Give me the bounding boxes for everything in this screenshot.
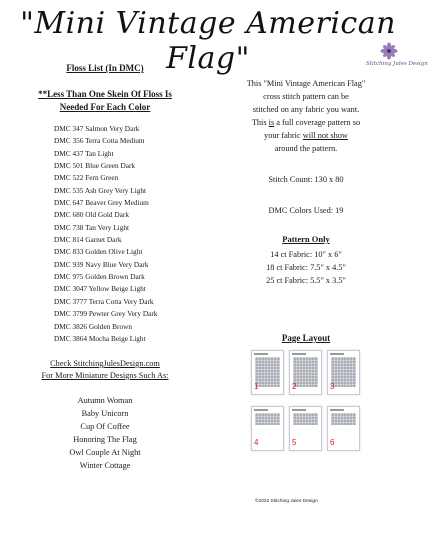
website-link[interactable] [0, 358, 210, 382]
pattern-only-heading: Pattern Only [282, 234, 330, 244]
floss-item: DMC 647 Beaver Grey Medium [54, 198, 149, 208]
floss-item: DMC 975 Golden Brown Dark [54, 272, 145, 282]
floss-item: DMC 437 Tan Light [54, 148, 114, 158]
design-item: Cup Of Coffee [80, 422, 130, 432]
floss-item: DMC 939 Navy Blue Very Dark [54, 259, 149, 269]
logo-text: Stitching Jules Design [366, 61, 428, 67]
floss-item: DMC 347 Salmon Very Dark [54, 124, 140, 133]
design-item: Baby Unicorn [81, 409, 129, 419]
page-number: 1 [254, 382, 259, 391]
website-link-line-1[interactable]: Check StitchingJulesDesign.com [50, 359, 160, 368]
design-item: Autumn Woman [77, 396, 133, 405]
floss-note-line-2: Needed For Each Color [59, 102, 151, 112]
page-layout-heading: Page Layout [281, 333, 331, 343]
floss-item: DMC 501 Blue Green Dark [54, 161, 136, 171]
intro-line: This is a full coverage pattern so [251, 118, 361, 128]
intro-line: stitched on any fabric you want. [252, 105, 360, 115]
emphasis-will-not-show: will not show [302, 131, 348, 141]
floss-note-line-1: **Less Than One Skein Of Floss Is [38, 89, 172, 99]
page-number: 2 [292, 382, 297, 391]
website-link-line-2[interactable]: For More Miniature Designs Such As: [41, 371, 169, 380]
intro-line: cross stitch pattern can be [263, 92, 349, 102]
stitch-count: Stitch Count: 130 x 80 [268, 175, 344, 184]
design-item: Owl Couple At Night [69, 448, 141, 458]
design-item: Winter Cottage [79, 461, 131, 471]
floss-item: DMC 522 Fern Green [54, 173, 119, 183]
layout-page-5 [289, 406, 322, 451]
dmc-colors-used: DMC Colors Used: 19 [268, 206, 344, 215]
floss-list [54, 123, 224, 345]
flower-icon [380, 42, 398, 60]
layout-page-4 [251, 406, 284, 451]
fabric-size: 18 ct Fabric: 7.5" x 4.5" [266, 263, 346, 273]
page-number: 6 [330, 438, 335, 447]
floss-item: DMC 3047 Yellow Beige Light [54, 284, 146, 294]
floss-item: DMC 680 Old Gold Dark [54, 210, 129, 220]
floss-item: DMC 3777 Terra Cotta Very Dark [54, 296, 154, 306]
page-title: "Mini Vintage American Flag" [20, 6, 396, 76]
floss-item: DMC 3864 Mocha Beige Light [54, 333, 146, 343]
page-number: 4 [254, 438, 259, 447]
floss-item: DMC 814 Garnet Dark [54, 235, 122, 245]
floss-item: DMC 535 Ash Grey Very Light [54, 185, 147, 195]
intro-line: This "Mini Vintage American Flag" [246, 79, 366, 88]
fabric-size: 14 ct Fabric: 10" x 6" [270, 250, 342, 259]
floss-item: DMC 3799 Pewter Grey Very Dark [54, 309, 158, 319]
copyright-notice: ©2022 Stitching Jules Design [255, 499, 318, 504]
fabric-size: 25 ct Fabric: 5.5" x 3.5" [266, 276, 346, 286]
fabric-sizes [206, 248, 406, 287]
other-designs-list [0, 394, 210, 473]
emphasis-is: is [268, 118, 275, 128]
layout-page-1 [251, 350, 284, 395]
floss-note [0, 88, 210, 114]
layout-page-2 [289, 350, 322, 395]
design-item: Honoring The Flag [73, 435, 137, 445]
layout-page-6 [327, 406, 360, 451]
page-number: 3 [330, 382, 335, 391]
floss-item: DMC 833 Golden Olive Light [54, 247, 143, 257]
page-layout-grid [251, 350, 361, 460]
intro-line: your fabric will not show [264, 131, 348, 141]
floss-list-title: Floss List (In DMC) [66, 63, 144, 73]
page-number: 5 [292, 438, 297, 447]
layout-page-3 [327, 350, 360, 395]
floss-item: DMC 356 Terra Cotta Medium [54, 136, 145, 146]
floss-item: DMC 738 Tan Very Light [54, 222, 130, 232]
floss-item: DMC 3826 Golden Brown [54, 321, 133, 331]
brand-logo [366, 42, 428, 72]
intro-line: around the pattern. [274, 144, 338, 154]
intro-text [206, 77, 406, 156]
